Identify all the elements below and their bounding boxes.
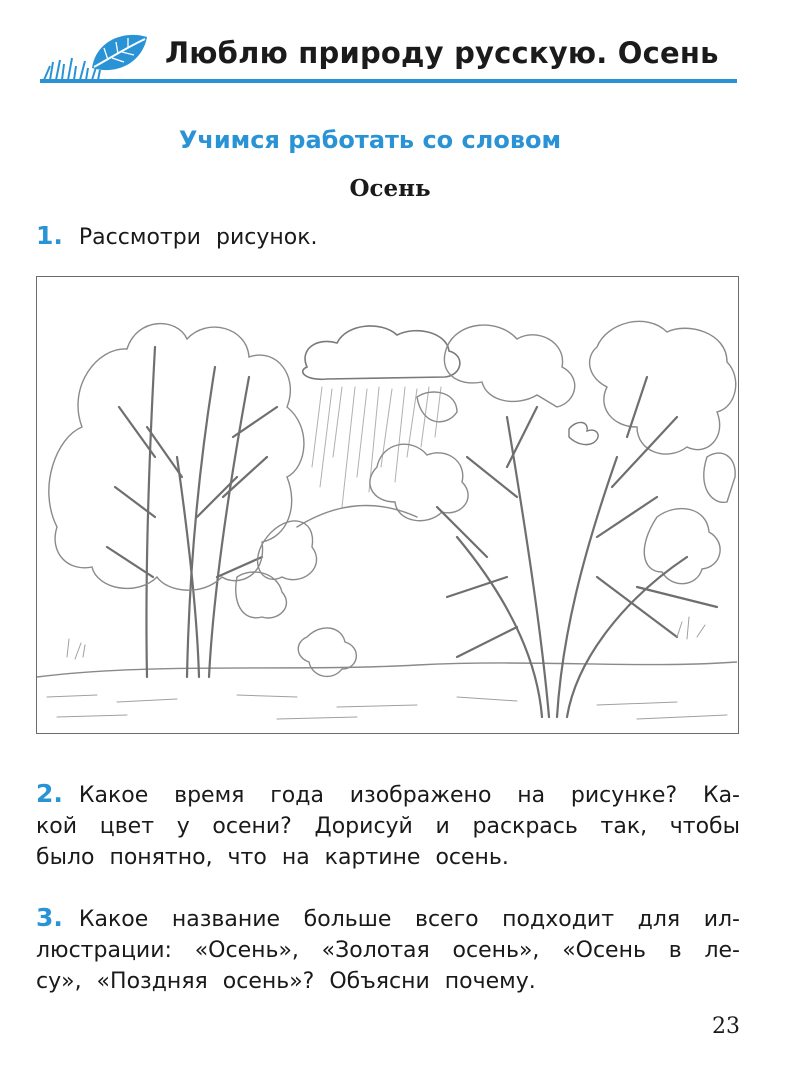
task-3-line-3: су», «Поздняя осень»? Объясни почему. xyxy=(36,969,536,994)
cloud-icon xyxy=(303,326,460,379)
section-title: Учимся работать со словом xyxy=(178,126,562,154)
task-2-line-2: кой цвет у осени? Дорисуй и раскрась так, чтобы xyxy=(36,814,740,839)
task-2 xyxy=(36,778,740,873)
task-2-line-3: было понятно, что на картине осень. xyxy=(36,845,509,870)
task-3-line-2: люстрации: «Осень», «Золотая осень», «Осень в ле- xyxy=(36,938,740,963)
topic-word: Осень xyxy=(349,175,431,202)
page-number: 23 xyxy=(712,1014,740,1039)
task-2-line-1: 2. Какое время года изображено на рисунке? Ка- xyxy=(36,779,740,808)
autumn-coloring-picture[interactable] xyxy=(36,276,739,734)
task-3-number: 3. xyxy=(36,903,63,932)
task-3-line-1: 3. Какое название больше всего подходит для ил- xyxy=(36,903,740,932)
grass-icon xyxy=(44,58,100,80)
task-3 xyxy=(36,902,740,997)
butterfly-icon xyxy=(569,422,598,444)
autumn-landscape-illustration xyxy=(37,277,737,732)
task-2-number: 2. xyxy=(36,779,63,808)
chapter-title: Люблю природу русскую. Осень xyxy=(165,36,719,70)
task-1 xyxy=(36,220,740,253)
task-1-line: 1. Рассмотри рисунок. xyxy=(36,221,318,250)
chapter-header xyxy=(0,0,808,100)
task-1-number: 1. xyxy=(36,221,63,250)
leaf-icon xyxy=(92,35,147,70)
